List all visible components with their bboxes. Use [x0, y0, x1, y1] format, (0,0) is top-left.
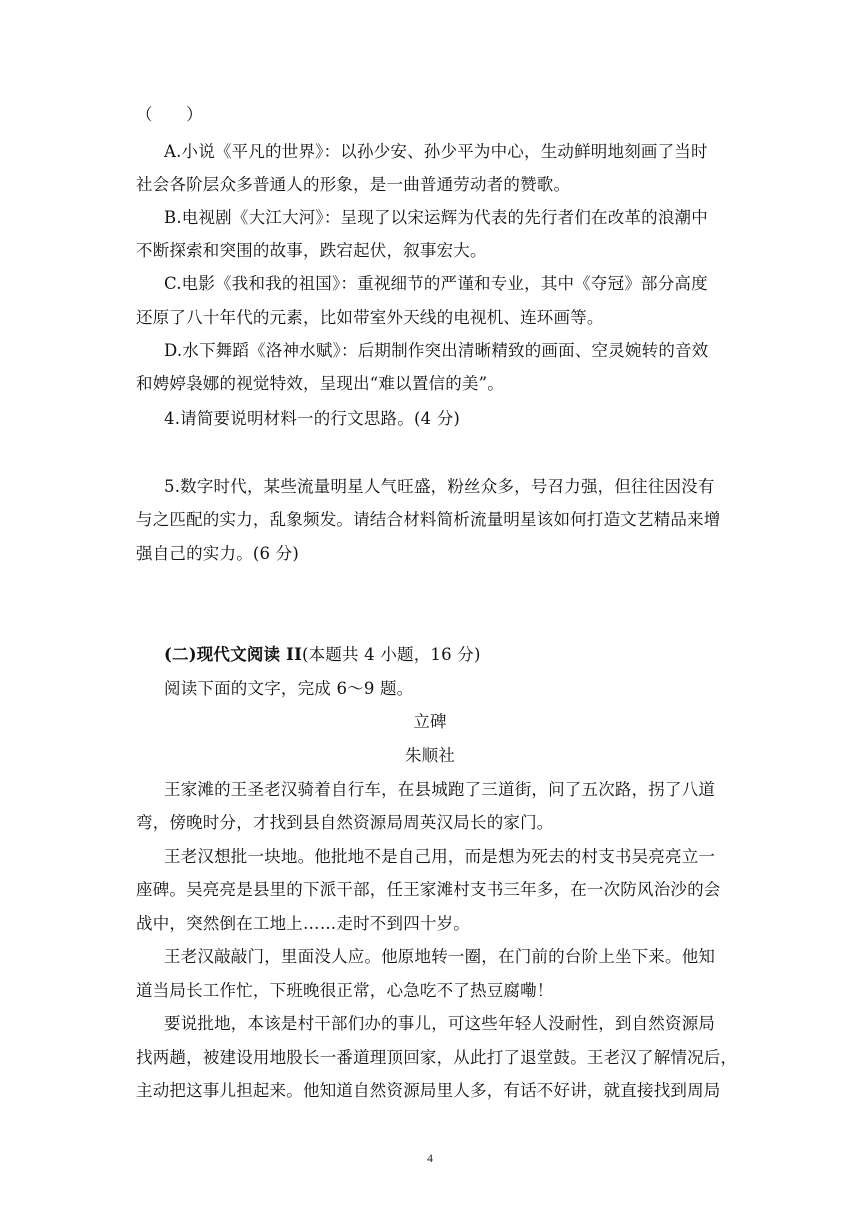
question-5-line2: 与之匹配的实力，乱象频发。请结合材料简析流量明星该如何打造文艺精品来增 [136, 510, 721, 529]
story-p4-line2: 找两趟，被建设用地股长一番道理顶回家，从此打了退堂鼓。王老汉了解情况后， [136, 1048, 738, 1067]
section-2-heading [164, 644, 736, 666]
section-2-heading-bold: (二)现代文阅读 II [164, 645, 302, 664]
page-number: 4 [427, 1151, 433, 1165]
option-d-line1: D.水下舞蹈《洛神水赋》：后期制作突出清晰精致的画面、空灵婉转的音效 [164, 341, 709, 360]
section-2-instruction: 阅读下面的文字，完成 6～9 题。 [164, 679, 414, 698]
option-c-line2: 还原了八十年代的元素，比如带室外天线的电视机、连环画等。 [136, 308, 604, 327]
story-title: 立碑 [413, 712, 447, 731]
story-p1-line2: 弯，傍晚时分，才找到县自然资源局周英汉局长的家门。 [136, 813, 554, 832]
story-p2-line1: 王老汉想批一块地。他批地不是自己用，而是想为死去的村支书吴亮亮立一 [164, 847, 716, 866]
story-p2-line3: 战中，突然倒在工地上……走时不到四十岁。 [136, 914, 470, 933]
story-p2-line2: 座碑。吴亮亮是县里的下派干部，任王家滩村支书三年多，在一次防风治沙的会 [136, 880, 721, 899]
option-b-line2: 不断探索和突围的故事，跌宕起伏，叙事宏大。 [136, 241, 487, 260]
story-p1-line1: 王家滩的王圣老汉骑着自行车，在县城跑了三道街，问了五次路，拐了八道 [164, 780, 716, 799]
option-a-line2: 社会各阶层众多普通人的形象，是一曲普通劳动者的赞歌。 [136, 175, 571, 194]
option-a-line1: A.小说《平凡的世界》：以孙少安、孙少平为中心，生动鲜明地刻画了当时 [164, 142, 708, 161]
story-author: 朱顺社 [404, 746, 456, 765]
question-5-line1: 5.数字时代，某些流量明星人气旺盛，粉丝众多，号召力强，但往往因没有 [164, 477, 715, 496]
option-d-line2: 和娉婷袅娜的视觉特效，呈现出“难以置信的美”。 [136, 374, 504, 393]
story-p4-line3: 主动把这事儿担起来。他知道自然资源局里人多，有话不好讲，就直接找到周局 [136, 1081, 721, 1100]
option-b-line1: B.电视剧《大江大河》：呈现了以宋运辉为代表的先行者们在改革的浪潮中 [164, 208, 708, 227]
section-2-heading-rest: (本题共 4 小题，16 分) [302, 645, 481, 664]
story-p3-line1: 王老汉敲敲门，里面没人应。他原地转一圈，在门前的台阶上坐下来。他知 [164, 947, 716, 966]
option-c-line1: C.电影《我和我的祖国》：重视细节的严谨和专业，其中《夺冠》部分高度 [164, 274, 708, 293]
story-p3-line2: 道当局长工作忙，下班晚很正常，心急吃不了热豆腐嘞！ [136, 981, 554, 1000]
question-4: 4.请简要说明材料一的行文思路。(4 分) [164, 409, 461, 428]
question-answer-bracket: （ ） [136, 105, 203, 124]
question-5-line3: 强自己的实力。(6 分) [136, 544, 300, 563]
story-p4-line1: 要说批地，本该是村干部们办的事儿，可这些年轻人没耐性，到自然资源局 [164, 1014, 716, 1033]
